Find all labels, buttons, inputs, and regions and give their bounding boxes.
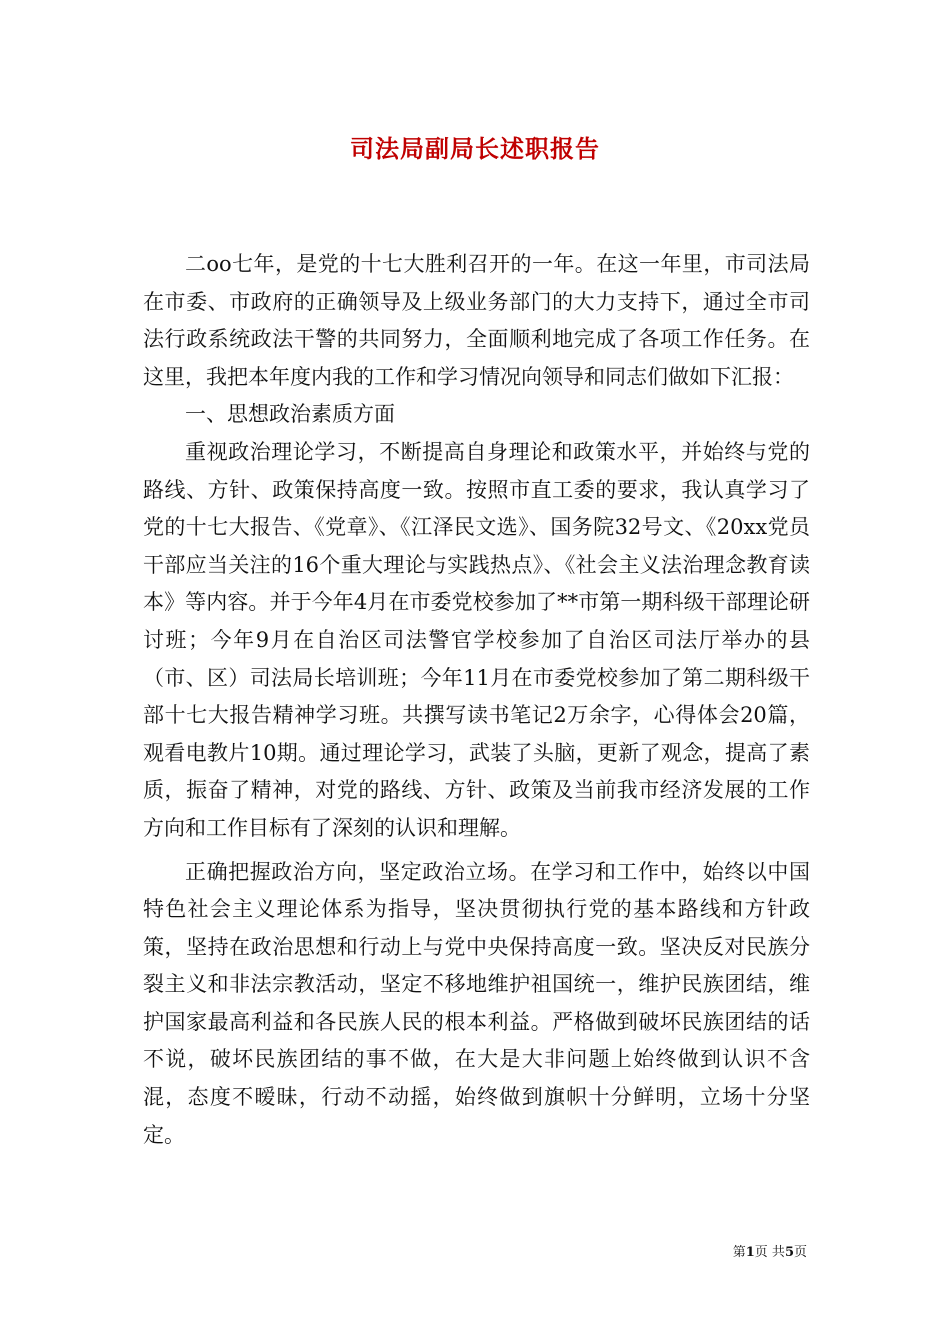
paragraph-politics: 正确把握政治方向，坚定政治立场。在学习和工作中，始终以中国特色社会主义理论体系为指导，坚决贯彻执行党的基本路线和方针政策，坚持在政治思想和行动上与党中央保持高度一致。坚决反对民族分裂主义和非法宗教活动，坚定不移地维护祖国统一，维护民族团结，维护国家最高利益和各民族人民的根本利益。严格做到破坏民族团结的话不说，破坏民族团结的事不做，在大是大非问题上始终做到认识不含混，态度不暧昧，行动不动摇，始终做到旗帜十分鲜明，立场十分坚定。 bbox=[143, 859, 810, 1147]
footer-suffix: 页 bbox=[793, 1245, 807, 1260]
footer-total-pages: 5 bbox=[784, 1245, 794, 1260]
footer-prefix: 第 bbox=[732, 1245, 746, 1260]
page-footer bbox=[733, 1244, 807, 1262]
paragraph-intro: 二oo七年，是党的十七大胜利召开的一年。在这一年里，市司法局在市委、市政府的正确领导及上级业务部门的大力支持下，通过全市司法行政系统政法干警的共同努力，全面顺利地完成了各项工作任务。在这里，我把本年度内我的工作和学习情况向领导和同志们做如下汇报： bbox=[143, 252, 810, 389]
paragraph-study: 重视政治理论学习，不断提高自身理论和政策水平，并始终与党的路线、方针、政策保持高度一致。按照市直工委的要求，我认真学习了党的十七大报告、《党章》、《江泽民文选》、国务院32号文、《20xx党员干部应当关注的16个重大理论与实践热点》、《社会主义法治理念教育读本》等内容。并于今年4月在市委党校参加了**市第一期科级干部理论研讨班；今年9月在自治区司法警官学校参加了自治区司法厅举办的县（市、区）司法局长培训班；今年11月在市委党校参加了第二期科级干部十七大报告精神学习班。共撰写读书笔记2万余字，心得体会20篇，观看电教片10期。通过理论学习，武装了头脑，更新了观念，提高了素质，振奋了精神，对党的路线、方针、政策及当前我市经济发展的工作方向和工作目标有了深刻的认识和理解。 bbox=[143, 439, 810, 840]
document-title: 司法局副局长述职报告 bbox=[350, 134, 600, 163]
document-body bbox=[143, 246, 810, 1154]
section-heading: 一、思想政治素质方面 bbox=[185, 402, 395, 427]
footer-current-page: 1 bbox=[745, 1245, 755, 1260]
footer-middle: 页 共 bbox=[754, 1245, 785, 1260]
